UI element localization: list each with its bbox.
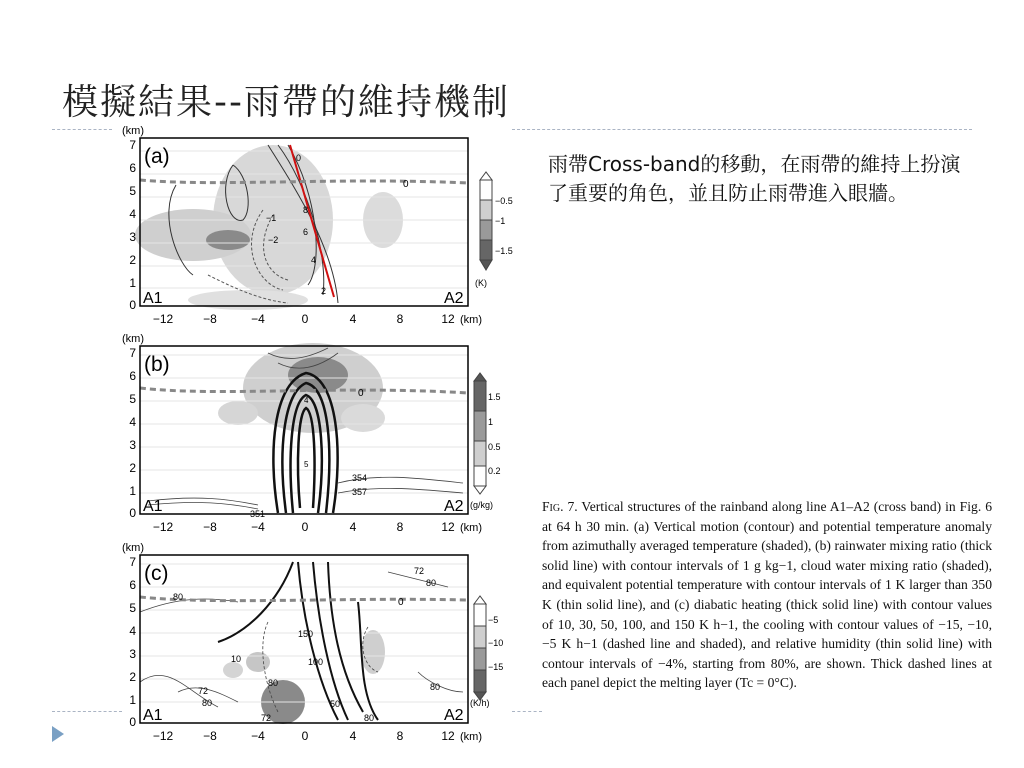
panel-a-colorbar-tick: −0.5 — [495, 196, 513, 206]
panel-b-contour-label: 357 — [352, 487, 368, 497]
panel-c-contour-label: 80 — [268, 678, 279, 688]
panel-c-label: (c) — [144, 562, 169, 585]
panel-c-melting-label: 0 — [398, 597, 404, 608]
panel-c-contour-label: 80 — [202, 698, 213, 708]
panel-a-contour-label: 0 — [296, 153, 302, 163]
panel-c-xtick: 8 — [396, 729, 404, 743]
panel-c-contour-label: 80 — [173, 592, 184, 602]
panel-b-contour-label: 351 — [250, 509, 266, 519]
panel-c-ytick: 4 — [129, 624, 136, 638]
panel-a-contour-label: −2 — [268, 235, 279, 245]
panel-b-colorbar — [470, 373, 501, 510]
panel-c-contour-label: 50 — [330, 699, 341, 709]
panel-c-contour-label: 72 — [198, 686, 209, 696]
panel-a — [118, 125, 518, 330]
panel-c-xtick: 0 — [301, 729, 309, 743]
panel-c-xtick: −12 — [152, 729, 174, 743]
panel-c-ytick: 6 — [129, 578, 136, 592]
panel-c-contour-label: 10 — [231, 654, 242, 664]
panel-a-melting-label: 0 — [403, 179, 409, 190]
panel-c-contour-label: 72 — [261, 713, 272, 723]
panel-c-colorbar-tick: −5 — [488, 615, 499, 625]
panel-a-ytick: 6 — [129, 161, 136, 175]
panel-a-plot — [135, 145, 468, 310]
panel-c-colorbar — [470, 596, 503, 708]
panel-c-left-end: A1 — [143, 707, 163, 724]
panel-b-ytick: 5 — [129, 392, 136, 406]
panel-c-plot — [140, 562, 468, 724]
panel-c-xtick: −4 — [251, 729, 265, 743]
panel-a-colorbar — [475, 172, 513, 288]
panel-b-ylabel: (km) — [122, 333, 144, 345]
panel-c-colorbar-tick: −10 — [488, 638, 504, 648]
panel-a-melting-line — [140, 180, 468, 183]
panel-b-label: (b) — [144, 353, 170, 376]
panel-c-ytick: 2 — [129, 670, 136, 684]
panel-c-ytick: 0 — [129, 715, 136, 729]
panel-a-xtick: 4 — [349, 312, 357, 326]
panel-c-ylabel: (km) — [122, 542, 144, 554]
panel-b — [118, 333, 518, 538]
figure-caption: Fig. 7. Vertical structures of the rainband along line A1–A2 (cross band) in Fig. 6 at 64 h 30 min. (a) Vertical motion (contour) and potential temperature anomaly from azimuthally averaged temperature (shaded), (b) rainwater mixing ratio (thick solid line) with contour intervals of 1 g kg−1, cloud water mixing ratio (shaded), and equivalent potential temperature with contour intervals of 1 K larger than 350 K (thin solid line), and (c) diabatic heating (thick solid line) with contour values of 10, 30, 50, 100, and 150 K h−1, the cooling with contour values of −15, −10, −5 K h−1 (dashed line and shaded), and relative humidity (thin solid line) with contour intervals of −4%, starting from 80%, are shown. Thick dashed lines at each panel depict the melting layer (Tc = 0°C). — [542, 499, 992, 691]
panel-b-melting-label: 0 — [358, 388, 364, 399]
slide-title: 模擬結果--雨帶的維持機制 — [62, 82, 510, 123]
panel-a-right-end: A2 — [444, 290, 464, 307]
panel-b-shade — [218, 401, 258, 425]
panel-a-xtick: 12 — [441, 312, 455, 326]
panel-b-xtick: −4 — [251, 520, 265, 534]
panel-b-ytick: 1 — [129, 484, 136, 498]
panel-a-ytick: 0 — [129, 298, 136, 312]
panel-c — [118, 542, 518, 747]
panel-b-xunit: (km) — [460, 522, 482, 534]
panel-a-contour-label: −1 — [266, 213, 277, 223]
title-rule-right — [512, 129, 972, 130]
panel-b-colorbar-tick: 1 — [488, 417, 494, 427]
panel-a-ytick: 5 — [129, 184, 136, 198]
panel-b-ytick: 2 — [129, 461, 136, 475]
panel-c-contour-label: 100 — [308, 657, 324, 667]
panel-c-xtick: 12 — [441, 729, 455, 743]
description-text: 雨帶Cross-band的移動，在雨帶的維持上扮演了重要的角色，並且防止雨帶進入眼牆。 — [548, 152, 961, 205]
panel-a-ytick: 4 — [129, 207, 136, 221]
panel-b-ytick: 0 — [129, 506, 136, 520]
panel-b-ytick: 4 — [129, 415, 136, 429]
panel-b-right-end: A2 — [444, 498, 464, 515]
panel-b-xtick: 12 — [441, 520, 455, 534]
panel-a-ylabel: (km) — [122, 125, 144, 137]
title-rule-left — [52, 129, 112, 130]
panel-a-contour-label: 2 — [321, 286, 327, 296]
panel-b-plot — [140, 343, 468, 519]
panel-a-shade — [206, 230, 250, 250]
panel-a-label: (a) — [144, 145, 170, 168]
panel-c-shade — [361, 630, 385, 674]
panel-c-shade — [246, 652, 270, 672]
panel-b-ytick: 3 — [129, 438, 136, 452]
panel-c-xtick: −8 — [203, 729, 217, 743]
panel-a-contour-label: 8 — [303, 205, 309, 215]
bullet-marker-icon — [52, 726, 64, 742]
panel-c-right-end: A2 — [444, 707, 464, 724]
panel-b-ytick: 7 — [129, 346, 136, 360]
panel-c-ytick: 7 — [129, 555, 136, 569]
panel-b-ytick: 6 — [129, 369, 136, 383]
panel-c-contour-label: 72 — [414, 566, 425, 576]
caption-fig-label: Fig. — [542, 499, 564, 514]
panel-b-colorbar-tick: 0.5 — [488, 442, 501, 452]
panel-b-shade — [341, 404, 385, 432]
panel-b-colorbar-tick: 0.2 — [488, 466, 501, 476]
panel-b-contour-label: 5 — [304, 460, 309, 469]
panel-b-shade — [288, 357, 348, 393]
panel-a-ytick: 1 — [129, 276, 136, 290]
panel-c-xtick: 4 — [349, 729, 357, 743]
panel-b-xtick: 4 — [349, 520, 357, 534]
panel-c-ytick: 1 — [129, 693, 136, 707]
panel-c-colorbar-tick: −15 — [488, 662, 504, 672]
panel-c-xunit: (km) — [460, 731, 482, 743]
panel-a-shade — [188, 290, 308, 310]
panel-a-colorbar-tick: −1 — [495, 216, 506, 226]
panel-a-ytick: 7 — [129, 138, 136, 152]
panel-c-contour-label: 80 — [426, 578, 437, 588]
panel-a-colorbar-tick: −1.5 — [495, 246, 513, 256]
panel-b-xtick: −12 — [152, 520, 174, 534]
panel-a-contour-label: 4 — [311, 255, 317, 265]
panel-a-xtick: 0 — [301, 312, 309, 326]
panel-c-contour-label: 80 — [364, 713, 375, 723]
panel-a-contour-label: 6 — [303, 227, 309, 237]
panel-a-xtick: 8 — [396, 312, 404, 326]
panel-b-contour-label: 4 — [304, 396, 309, 405]
panel-b-xtick: 0 — [301, 520, 309, 534]
panel-a-left-end: A1 — [143, 290, 163, 307]
panel-b-colorbar-tick: 1.5 — [488, 392, 501, 402]
panel-b-xtick: −8 — [203, 520, 217, 534]
panel-c-shade — [223, 662, 243, 678]
panel-c-contour-label: 150 — [298, 629, 314, 639]
panel-a-ytick: 3 — [129, 230, 136, 244]
panel-a-xtick: −4 — [251, 312, 265, 326]
panel-a-colorbar-unit: (K) — [475, 278, 487, 288]
panel-c-contour-label: 80 — [430, 682, 441, 692]
panel-a-xunit: (km) — [460, 314, 482, 326]
panel-b-contour-label: 354 — [352, 473, 368, 483]
panel-c-ytick: 3 — [129, 647, 136, 661]
panel-c-ytick: 5 — [129, 601, 136, 615]
panel-b-xtick: 8 — [396, 520, 404, 534]
panel-c-colorbar-unit: (K/h) — [470, 698, 490, 708]
panel-a-ytick: 2 — [129, 253, 136, 267]
panel-b-left-end: A1 — [143, 498, 163, 515]
panel-a-xtick: −8 — [203, 312, 217, 326]
panel-a-xtick: −12 — [152, 312, 174, 326]
bottom-rule-left — [52, 711, 122, 712]
panel-b-colorbar-unit: (g/kg) — [470, 500, 494, 510]
